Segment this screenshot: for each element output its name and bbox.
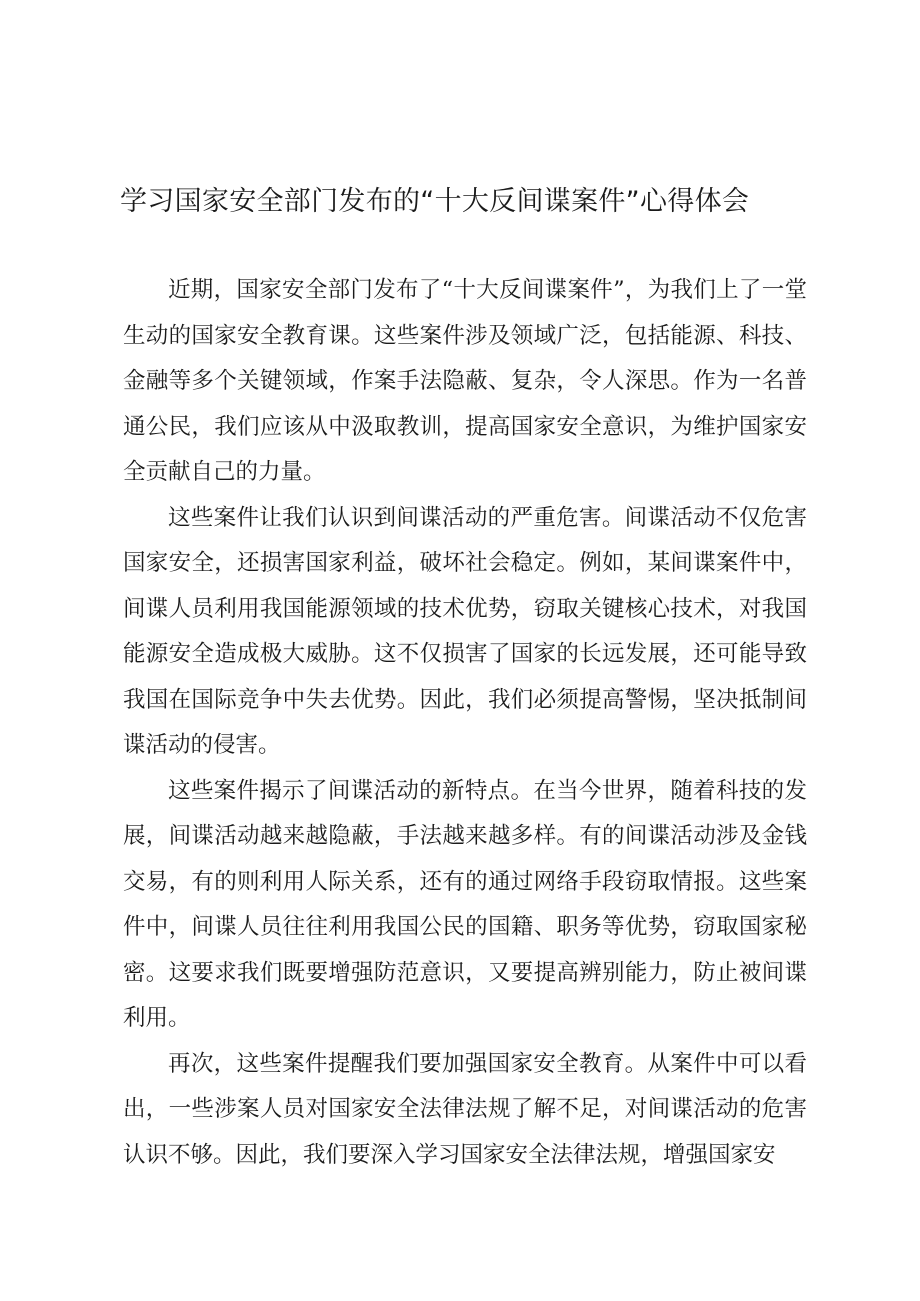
page-title: 学习国家安全部门发布的“十大反间谍案件”心得体会 — [120, 186, 750, 217]
paragraph-2: 这些案件让我们认识到间谍活动的严重危害。间谍活动不仅危害国家安全，还损害国家利益，破坏社会稳定。例如，某间谍案件中，间谍人员利用我国能源领域的技术优势，窃取关键核心技术，对我国能源安全造成极大威胁。这不仅损害了国家的长远发展，还可能导致我国在国际竞争中失去优势。因此，我们必须提高警惕，坚决抵制间谍活动的侵害。 — [123, 504, 807, 758]
paragraph-3: 这些案件揭示了间谍活动的新特点。在当今世界，随着科技的发展，间谍活动越来越隐蔽，手法越来越多样。有的间谍活动涉及金钱交易，有的则利用人际关系，还有的通过网络手段窃取情报。这些案件中，间谍人员往往利用我国公民的国籍、职务等优势，窃取国家秘密。这要求我们既要增强防范意识，又要提高辨别能力，防止被间谍利用。 — [123, 777, 807, 1031]
paragraph-1: 近期，国家安全部门发布了“十大反间谍案件”，为我们上了一堂生动的国家安全教育课。这些案件涉及领域广泛，包括能源、科技、金融等多个关键领域，作案手法隐蔽、复杂，令人深思。作为一名普通公民，我们应该从中汲取教训，提高国家安全意识，为维护国家安全贡献自己的力量。 — [123, 277, 807, 485]
paragraph-4: 再次，这些案件提醒我们要加强国家安全教育。从案件中可以看出，一些涉案人员对国家安全法律法规了解不足，对间谍活动的危害认识不够。因此，我们要深入学习国家安全法律法规，增强国家安 — [123, 1050, 807, 1168]
document-body — [123, 268, 807, 1178]
